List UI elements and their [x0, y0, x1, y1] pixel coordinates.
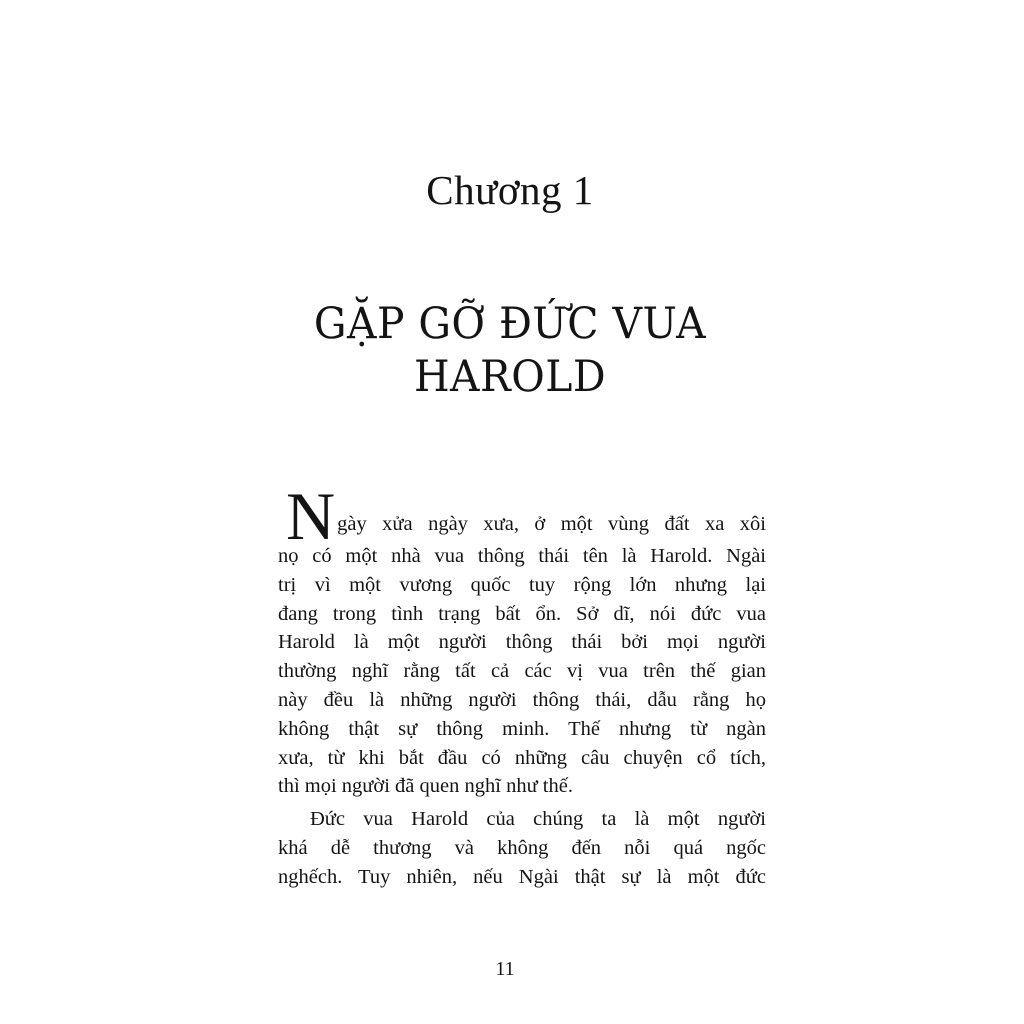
text-line: khá dễ thương và không đến nỗi quá ngốc — [278, 836, 766, 859]
paragraph-1 — [278, 542, 766, 801]
chapter-label: Chương 1 — [426, 167, 594, 213]
first-line-text: gày xửa ngày xưa, ở một vùng đất xa xôi — [337, 513, 766, 536]
text-line: Harold là một người thông thái bởi mọi người — [278, 631, 766, 654]
text-line: trị vì một vương quốc tuy rộng lớn nhưng lại — [278, 573, 766, 596]
text-line: Đức vua Harold của chúng ta là một người — [310, 808, 766, 831]
text-line: xưa, từ khi bắt đầu có những câu chuyện cổ tích, — [278, 746, 766, 769]
drop-cap: N — [286, 478, 336, 554]
paragraph-1-first-line — [278, 478, 766, 554]
text-line: thường nghĩ rằng tất cả các vị vua trên thế gian — [278, 660, 766, 683]
chapter-title-line-2: HAROLD — [413, 352, 607, 402]
chapter-title — [26, 298, 995, 404]
body-text — [278, 478, 766, 892]
text-line: nọ có một nhà vua thông thái tên là Harold. Ngài — [278, 545, 766, 567]
text-line: thì mọi người đã quen nghĩ như thế. — [278, 775, 573, 798]
text-line: nghếch. Tuy nhiên, nếu Ngài thật sự là một đức — [278, 865, 766, 888]
text-line: đang trong tình trạng bất ổn. Sở dĩ, nói đức vua — [278, 602, 766, 625]
text-line: này đều là những người thông thái, dẫu rằng họ — [278, 688, 766, 711]
chapter-title-line-1: GẶP GỠ ĐỨC VUA — [313, 299, 707, 349]
paragraph-2 — [278, 805, 766, 891]
page-number: 11 — [495, 958, 515, 980]
text-line: không thật sự thông minh. Thế nhưng từ ngàn — [278, 717, 766, 740]
